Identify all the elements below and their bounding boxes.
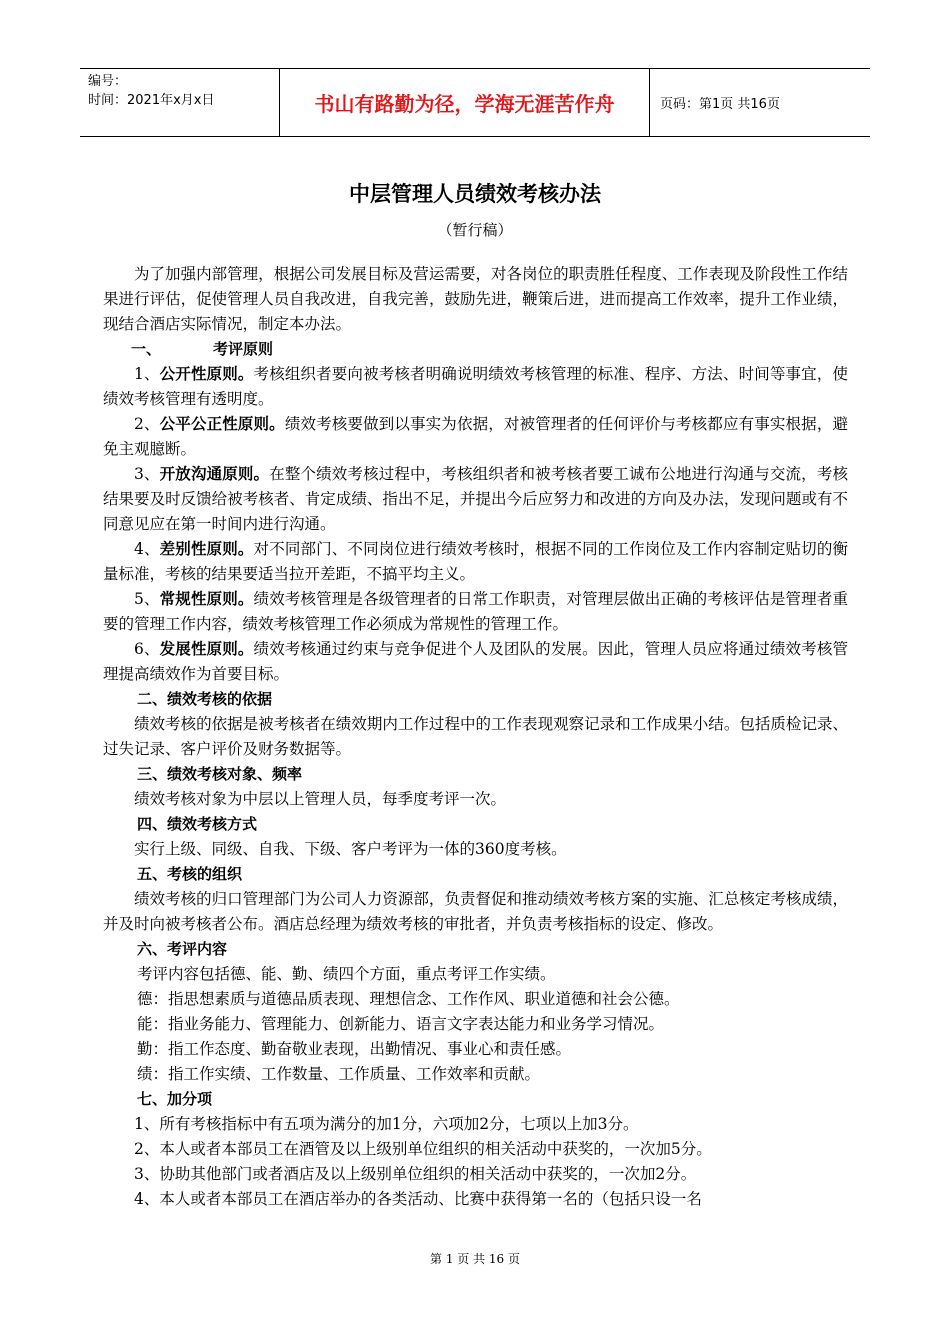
section-paragraph: 绩效考核的归口管理部门为公司人力资源部，负责督促和推动绩效考核方案的实施、汇总核定考核成绩，并及时向被考核者公布。酒店总经理为绩效考核的审批者，并负责考核指标的设定、修改。 xyxy=(103,890,848,933)
section-heading: 七、加分项 xyxy=(137,1090,213,1108)
item-bold: 差别性原则。 xyxy=(159,540,254,558)
item-bold: 公平公正性原则。 xyxy=(159,415,285,433)
item-bold: 常规性原则。 xyxy=(159,590,254,608)
item-bold: 公开性原则。 xyxy=(159,365,254,383)
item-text: 绩效考核通过约束与竞争促进个人及团队的发展。因此，管理人员应将通过绩效考核管理提高绩效作为首要目标。 xyxy=(103,640,848,683)
header-page-info: 页码：第1页 共16页 xyxy=(660,97,780,112)
time-label: 时间：2021年x月x日 xyxy=(88,93,215,108)
item-prefix: 2、 xyxy=(134,415,160,433)
item-text: 在整个绩效考核过程中，考核组织者和被考核者要工诚布公地进行沟通与交流，考核结果要及时反馈给被考核者、肯定成绩、指出不足，并提出今后应努力和改进的方向及办法，发现问题或有不同意见应在第一时间内进行沟通。 xyxy=(103,465,848,533)
section-paragraph: 绩效考核对象为中层以上管理人员，每季度考评一次。 xyxy=(134,790,507,808)
principle-item xyxy=(103,362,848,412)
header-meta xyxy=(80,69,280,136)
section-heading: 六、考评内容 xyxy=(137,940,228,958)
section-paragraph: 考评内容包括德、能、勤、绩四个方面，重点考评工作实绩。 xyxy=(137,965,556,983)
content-item: 能：指业务能力、管理能力、创新能力、语言文字表达能力和业务学习情况。 xyxy=(137,1015,665,1033)
item-prefix: 3、 xyxy=(134,465,160,483)
document-body xyxy=(103,262,848,1212)
item-prefix: 6、 xyxy=(134,640,160,658)
section-heading: 二、绩效考核的依据 xyxy=(137,690,273,708)
item-prefix: 4、 xyxy=(134,540,160,558)
content-item: 德：指思想素质与道德品质表现、理想信念、工作作风、职业道德和社会公德。 xyxy=(137,990,680,1008)
intro-paragraph: 为了加强内部管理，根据公司发展目标及营运需要，对各岗位的职责胜任程度、工作表现及阶段性工作结果进行评估，促使管理人员自我改进，自我完善，鼓励先进，鞭策后进，进而提高工作效率，提升工作业绩，现结合酒店实际情况，制定本办法。 xyxy=(103,265,848,333)
bonus-item: 3、协助其他部门或者酒店及以上级别单位组织的相关活动中获奖的，一次加2分。 xyxy=(134,1165,697,1183)
header-motto: 书山有路勤为径，学海无涯苦作舟 xyxy=(280,69,650,136)
principle-item xyxy=(103,412,848,462)
bonus-item: 1、所有考核指标中有五项为满分的加1分，六项加2分，七项以上加3分。 xyxy=(134,1115,639,1133)
section-number: 一、 xyxy=(131,340,162,358)
section-heading: 三、绩效考核对象、频率 xyxy=(137,765,303,783)
item-text: 绩效考核管理是各级管理者的日常工作职责，对管理层做出正确的考核评估是管理者重要的管理工作内容，绩效考核管理工作必须成为常规性的管理工作。 xyxy=(103,590,848,633)
document-header xyxy=(80,68,870,137)
section-heading: 四、绩效考核方式 xyxy=(137,815,258,833)
bonus-item: 4、本人或者本部员工在酒店举办的各类活动、比赛中获得第一名的（包括只设一名 xyxy=(134,1190,702,1208)
section-heading: 五、考核的组织 xyxy=(137,865,243,883)
page-footer: 第 1 页 共 16 页 xyxy=(430,1252,520,1266)
bonus-item: 2、本人或者本部员工在酒管及以上级别单位组织的相关活动中获奖的，一次加5分。 xyxy=(134,1140,712,1158)
section-heading xyxy=(103,337,848,362)
page-subtitle: （暂行稿） xyxy=(437,221,513,239)
principle-item xyxy=(103,587,848,637)
section-paragraph: 绩效考核的依据是被考核者在绩效期内工作过程中的工作表现观察记录和工作成果小结。包括质检记录、过失记录、客户评价及财务数据等。 xyxy=(103,715,848,758)
item-prefix: 1、 xyxy=(134,365,160,383)
principle-item xyxy=(103,637,848,687)
content-item: 勤：指工作态度、勤奋敬业表现，出勤情况、事业心和责任感。 xyxy=(137,1040,572,1058)
section-title: 考评原则 xyxy=(213,340,274,358)
principle-item xyxy=(103,462,848,537)
section-paragraph: 实行上级、同级、自我、下级、客户考评为一体的360度考核。 xyxy=(134,840,567,858)
principle-item xyxy=(103,537,848,587)
item-text: 绩效考核要做到以事实为依据，对被管理者的任何评价与考核都应有事实根据，避免主观臆断。 xyxy=(103,415,848,458)
item-bold: 开放沟通原则。 xyxy=(159,465,270,483)
number-label: 编号： xyxy=(88,74,128,89)
item-text: 考核组织者要向被考核者明确说明绩效考核管理的标准、程序、方法、时间等事宜，使绩效考核管理有透明度。 xyxy=(103,365,848,408)
item-text: 对不同部门、不同岗位进行绩效考核时，根据不同的工作岗位及工作内容制定贴切的衡量标准，考核的结果要适当拉开差距，不搞平均主义。 xyxy=(103,540,848,583)
page-title: 中层管理人员绩效考核办法 xyxy=(349,182,601,206)
content-item: 绩：指工作实绩、工作数量、工作质量、工作效率和贡献。 xyxy=(137,1065,541,1083)
item-prefix: 5、 xyxy=(134,590,160,608)
item-bold: 发展性原则。 xyxy=(159,640,254,658)
